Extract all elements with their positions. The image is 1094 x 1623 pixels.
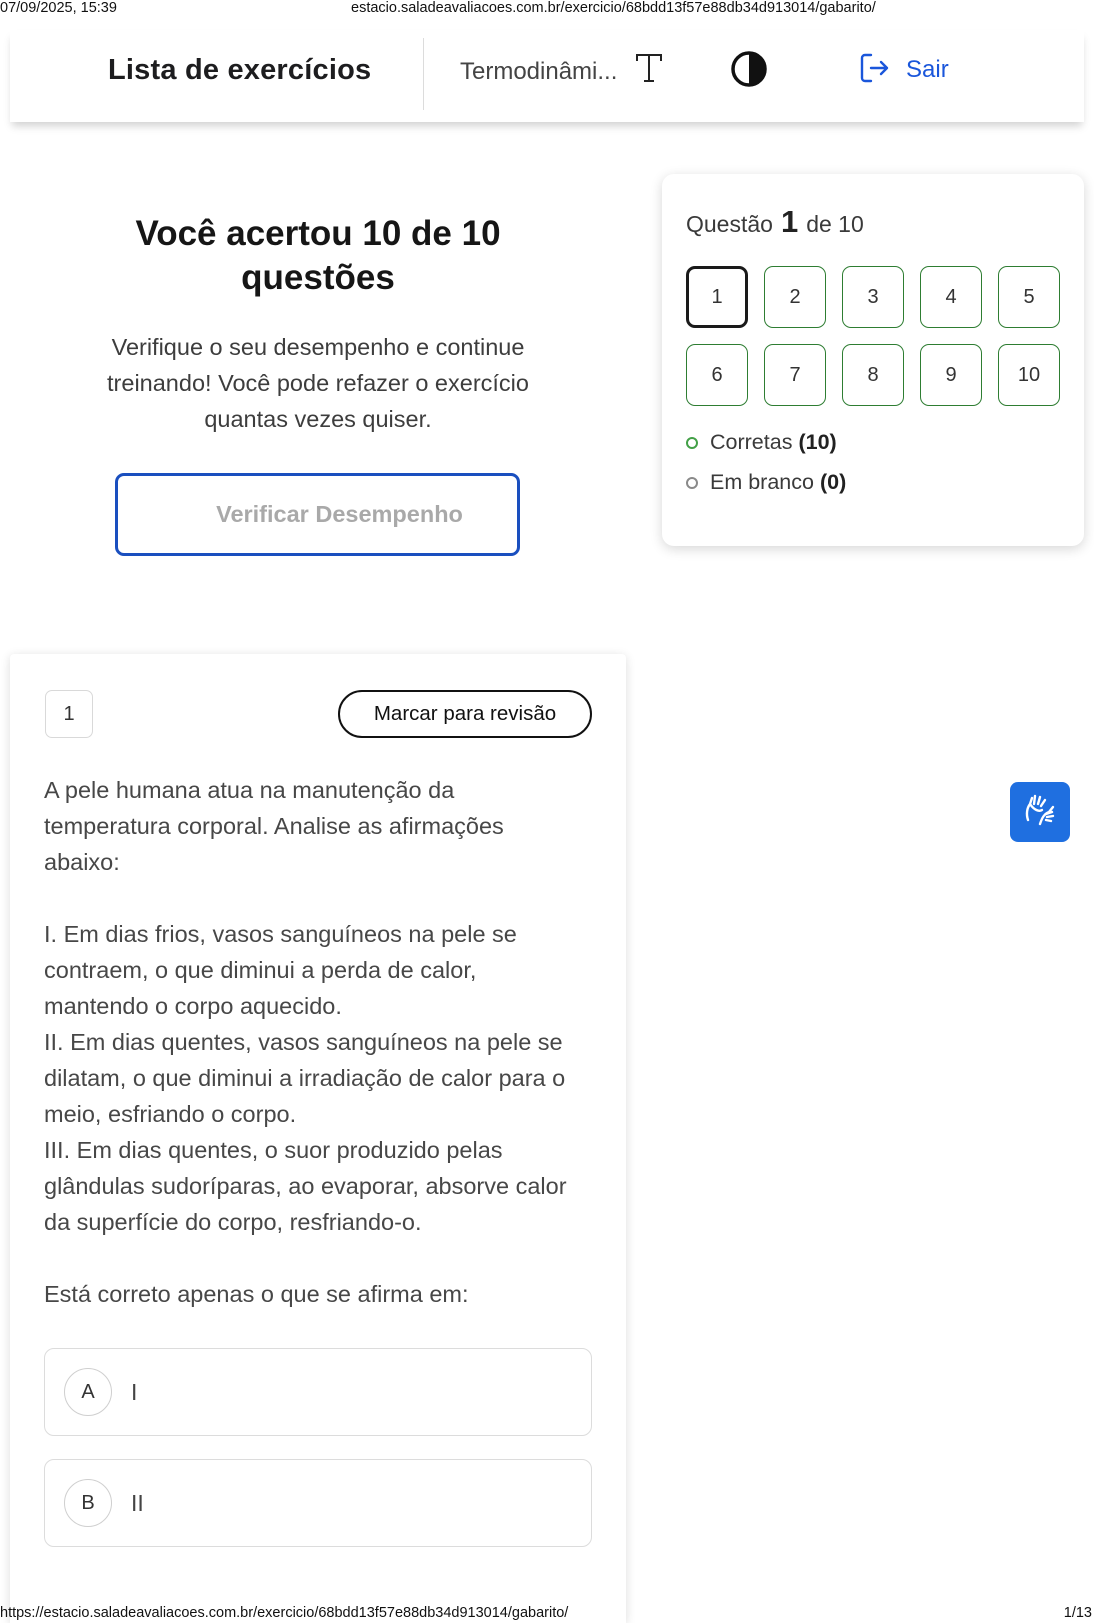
question-text [44,772,584,1312]
option-b-text: II [131,1489,144,1516]
question-button-5[interactable]: 5 [998,266,1060,328]
contrast-icon[interactable] [730,50,768,88]
result-message: Verifique o seu desempenho e continue treinando! Você pode refazer o exercício quantas vezes quiser. [107,334,529,432]
navigator-suffix: de 10 [806,211,864,237]
blank-dot-icon [686,477,698,489]
option-b-letter: B [64,1479,112,1527]
result-title: Você acertou 10 de 10 questões [135,214,501,297]
question-navigator [662,174,1084,546]
print-footer-url: https://estacio.saladeavaliacoes.com.br/exercicio/68bdd13f57e88db34d913014/gabarito/ [0,1605,569,1621]
print-footer [0,1605,1094,1621]
print-url: estacio.saladeavaliacoes.com.br/exercicio/68bdd13f57e88db34d913014/gabarito/ [351,0,876,16]
navigator-heading [686,204,864,240]
statement-1: I. Em dias frios, vasos sanguíneos na pele se contraem, o que diminui a perda de calor, mantendo o corpo aquecido. [44,921,517,1019]
legend-blank [686,470,846,495]
print-datetime: 07/09/2025, 15:39 [0,0,117,16]
text-size-icon[interactable] [634,52,664,84]
question-button-4[interactable]: 4 [920,266,982,328]
app-header [10,30,1084,122]
question-button-3[interactable]: 3 [842,266,904,328]
verify-performance-button[interactable] [115,473,520,556]
legend-blank-count: (0) [819,470,847,494]
exit-label: Sair [906,56,949,83]
option-b[interactable] [44,1459,592,1547]
exit-button[interactable] [858,50,949,90]
print-header [0,0,1094,16]
question-number: 1 [45,690,93,738]
legend-correct [686,430,837,455]
correct-dot-icon [686,437,698,449]
sign-language-hands-icon [1020,790,1060,835]
print-page-number: 1/13 [1063,1605,1092,1621]
question-button-6[interactable]: 6 [686,344,748,406]
question-button-10[interactable]: 10 [998,344,1060,406]
statement-3: III. Em dias quentes, o suor produzido pelas glândulas sudoríparas, ao evaporar, absorve calor da superfície do corpo, resfriando-o. [44,1137,567,1235]
question-button-2[interactable]: 2 [764,266,826,328]
legend-correct-count: (10) [798,430,837,454]
question-card [10,654,626,1623]
navigator-prefix: Questão [686,211,773,237]
verify-performance-label: Verificar Desempenho [216,501,463,527]
page-title: Lista de exercícios [108,54,372,86]
header-divider [423,38,424,110]
sign-language-button[interactable] [1010,782,1070,842]
navigator-current: 1 [780,204,799,239]
statement-2: II. Em dias quentes, vasos sanguíneos na pele se dilatam, o que diminui a irradiação de calor para o meio, esfriando o corpo. [44,1029,566,1127]
question-button-8[interactable]: 8 [842,344,904,406]
subject-name: Termodinâmi... [460,58,618,85]
question-intro: A pele humana atua na manutenção da temperatura corporal. Analise as afirmações abaixo: [44,777,504,875]
legend-correct-label: Corretas [710,430,793,454]
question-grid [686,266,1060,406]
question-prompt: Está correto apenas o que se afirma em: [44,1281,469,1307]
option-a-letter: A [64,1368,112,1416]
option-a[interactable] [44,1348,592,1436]
legend-blank-label: Em branco [710,470,814,494]
mark-for-review-button[interactable]: Marcar para revisão [338,690,592,738]
question-button-1[interactable]: 1 [686,266,748,328]
question-button-7[interactable]: 7 [764,344,826,406]
option-a-text: I [131,1378,138,1405]
exit-icon [858,51,892,90]
question-button-9[interactable]: 9 [920,344,982,406]
